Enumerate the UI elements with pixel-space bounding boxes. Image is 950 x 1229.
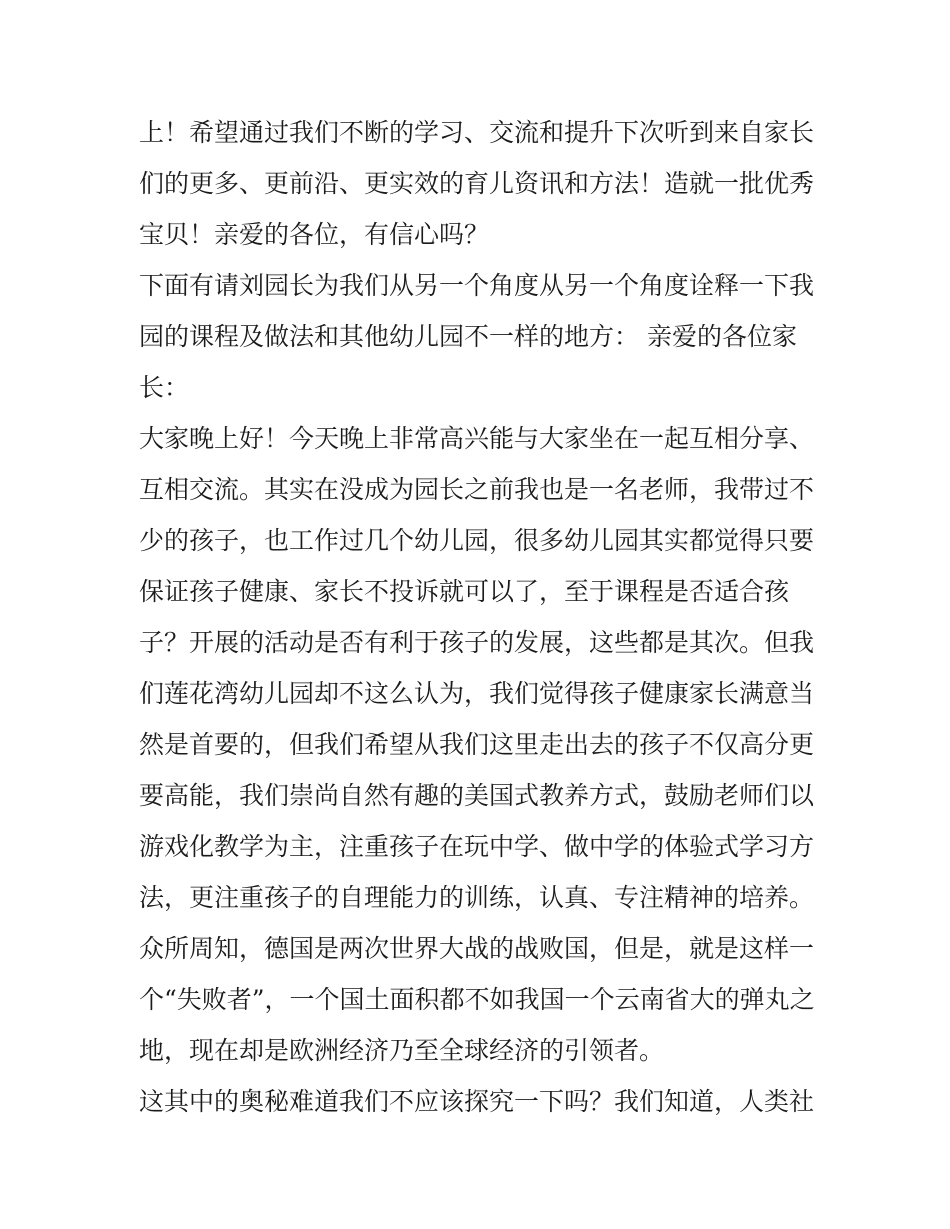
text-line: 们的更多、更前沿、更实效的育儿资讯和方法！造就一批优秀 [139,169,815,198]
text-line: 园的课程及做法和其他幼儿园不一样的地方： 亲爱的各位家 [139,322,797,351]
text-line: 保证孩子健康、家长不投诉就可以了，至于课程是否适合孩 [139,577,790,606]
text-line: 少的孩子，也工作过几个幼儿园，很多幼儿园其实都觉得只要 [139,526,815,555]
text-line: 众所周知，德国是两次世界大战的战败国，但是，就是这样一 [139,934,815,963]
text-line: 个“失败者”，一个国土面积都不如我国一个云南省大的弹丸之 [139,985,815,1014]
text-line: 法，更注重孩子的自理能力的训练，认真、专注精神的培养。 [139,883,815,912]
text-line: 子？开展的活动是否有利于孩子的发展，这些都是其次。但我 [139,628,815,657]
text-line: 地，现在却是欧洲经济乃至全球经济的引领者。 [139,1036,665,1065]
text-line: 长： [139,373,190,402]
text-line: 宝贝！亲爱的各位，有信心吗？ [139,220,490,249]
text-line: 要高能，我们崇尚自然有趣的美国式教养方式，鼓励老师们以 [139,781,815,810]
text-line: 然是首要的，但我们希望从我们这里走出去的孩子不仅高分更 [139,730,815,759]
text-line: 游戏化教学为主，注重孩子在玩中学、做中学的体验式学习方 [139,832,815,861]
text-line: 上！希望通过我们不断的学习、交流和提升下次听到来自家长 [139,118,815,147]
text-line: 互相交流。其实在没成为园长之前我也是一名老师，我带过不 [139,475,815,504]
document-body [139,107,819,1127]
text-line: 下面有请刘园长为我们从另一个角度从另一个角度诠释一下我 [139,271,815,300]
text-line: 们莲花湾幼儿园却不这么认为，我们觉得孩子健康家长满意当 [139,679,815,708]
text-line: 这其中的奥秘难道我们不应该探究一下吗？我们知道，人类社 [139,1087,815,1116]
text-line: 大家晚上好！今天晚上非常高兴能与大家坐在一起互相分享、 [139,424,815,453]
